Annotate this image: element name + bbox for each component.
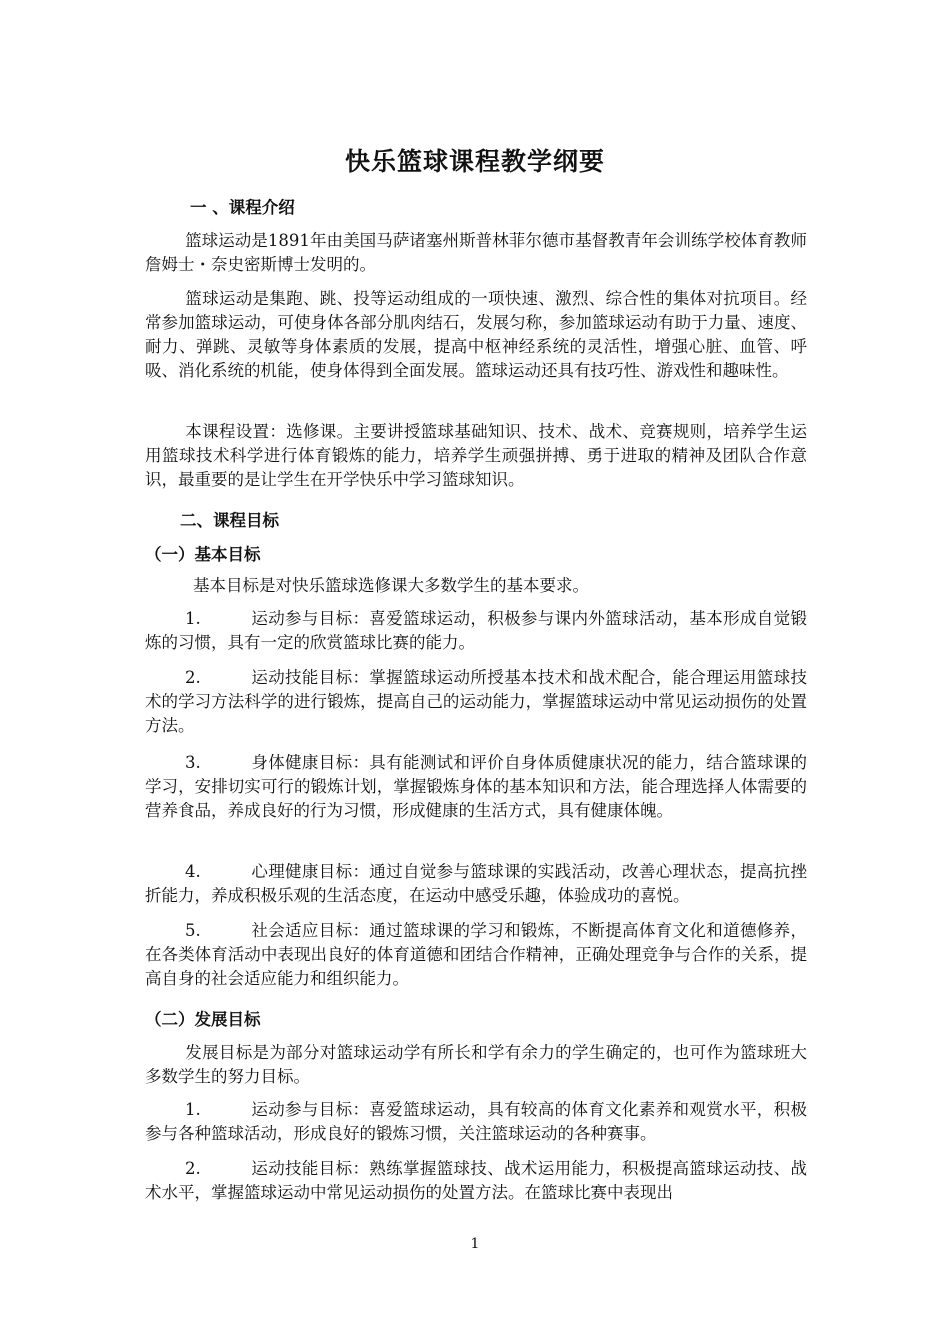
list-number: 2. (185, 1159, 201, 1178)
paragraph-development-intro (145, 1041, 807, 1089)
subsection-heading-basic-goals: （一）基本目标 (145, 545, 261, 564)
list-item-text: 运动参与目标：喜爱篮球运动，具有较高的体育文化素养和观赏水平，积极参与各种篮球活动，形成良好的锻炼习惯，关注篮球运动的各种赛事。 (145, 1100, 807, 1143)
list-item-text: 运动参与目标：喜爱篮球运动，积极参与课内外篮球活动，基本形成自觉锻炼的习惯，具有一定的欣赏篮球比赛的能力。 (145, 609, 807, 652)
paragraph-text: 本课程设置：选修课。主要讲授篮球基础知识、技术、战术、竞赛规则，培养学生运用篮球技术科学进行体育锻炼的能力，培养学生顽强拼搏、勇于进取的精神及团队合作意识，最重要的是让学生在开学快乐中学习篮球知识。 (145, 422, 807, 489)
list-item-text: 运动技能目标：熟练掌握篮球技、战术运用能力，积极提高篮球运动技、战术水平，掌握篮球运动中常见运动损伤的处置方法。在篮球比赛中表现出 (145, 1159, 807, 1202)
section-heading-course-goals: 二、课程目标 (180, 511, 279, 530)
paragraph-intro-2 (145, 287, 807, 383)
paragraph-intro-1 (145, 229, 807, 277)
paragraph-text: 篮球运动是1891年由美国马萨诸塞州斯普林菲尔德市基督教青年会训练学校体育教师詹姆士・奈史密斯博士发明的。 (145, 231, 807, 274)
list-item-development-2 (145, 1157, 807, 1205)
paragraph-text: 篮球运动是集跑、跳、投等运动组成的一项快速、激烈、综合性的集体对抗项目。经常参加篮球运动，可使身体各部分肌肉结石，发展匀称，参加篮球运动有助于力量、速度、耐力、弹跳、灵敏等身体素质的发展，提高中枢神经系统的灵活性，增强心脏、血管、呼吸、消化系统的机能，使身体得到全面发展。篮球运动还具有技巧性、游戏性和趣味性。 (145, 289, 807, 380)
list-item-basic-3 (145, 751, 807, 823)
list-item-basic-5 (145, 919, 807, 991)
list-number: 1. (185, 1100, 201, 1119)
list-number: 1. (185, 609, 201, 628)
list-number: 3. (185, 753, 201, 772)
list-item-basic-2 (145, 666, 807, 738)
section-heading-course-intro: 一 、课程介绍 (190, 198, 295, 217)
paragraph-text: 发展目标是为部分对篮球运动学有所长和学有余力的学生确定的，也可作为篮球班大多数学生的努力目标。 (145, 1043, 807, 1086)
list-item-text: 运动技能目标：掌握篮球运动所授基本技术和战术配合，能合理运用篮球技术的学习方法科学的进行锻炼，提高自己的运动能力，掌握篮球运动中常见运动损伤的处置方法。 (145, 668, 807, 735)
document-title: 快乐篮球课程教学纲要 (344, 147, 605, 176)
paragraph-intro-3 (145, 420, 807, 492)
list-number: 4. (185, 862, 201, 881)
subsection-heading-development-goals: （二）发展目标 (145, 1010, 261, 1029)
paragraph-text: 基本目标是对快乐篮球选修课大多数学生的基本要求。 (193, 576, 589, 595)
page-number: 1 (470, 1236, 480, 1252)
list-item-basic-4 (145, 860, 807, 908)
paragraph-basic-intro (145, 574, 807, 598)
list-item-basic-1 (145, 607, 807, 655)
list-item-text: 心理健康目标：通过自觉参与篮球课的实践活动，改善心理状态，提高抗挫折能力，养成积极乐观的生活态度，在运动中感受乐趣，体验成功的喜悦。 (145, 862, 807, 905)
list-item-development-1 (145, 1098, 807, 1146)
list-item-text: 身体健康目标：具有能测试和评价自身体质健康状况的能力，结合篮球课的学习，安排切实可行的锻炼计划，掌握锻炼身体的基本知识和方法，能合理选择人体需要的营养食品，养成良好的行为习惯，形成健康的生活方式，具有健康体魄。 (145, 753, 807, 820)
list-number: 2. (185, 668, 201, 687)
list-item-text: 社会适应目标：通过篮球课的学习和锻炼，不断提高体育文化和道德修养，在各类体育活动中表现出良好的体育道德和团结合作精神，正确处理竞争与合作的关系，提高自身的社会适应能力和组织能力。 (145, 921, 807, 988)
list-number: 5. (185, 921, 201, 940)
